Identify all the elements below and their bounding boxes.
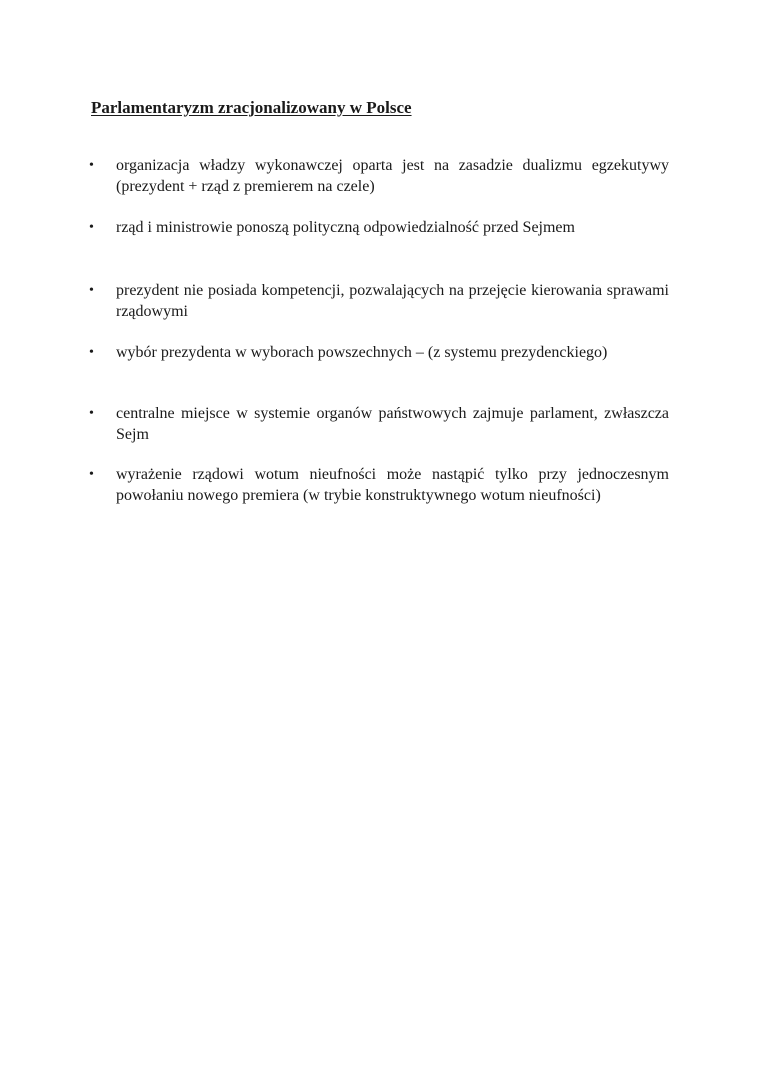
bullet-icon: • [89, 406, 94, 421]
list-item-text: rząd i ministrowie ponoszą polityczną odpowiedzialność przed Sejmem [116, 219, 575, 236]
list-item-text: wyrażenie rządowi wotum nieufności może nastąpić tylko przy jednoczesnym powołaniu nowego premiera (w trybie konstruktywnego wotum nieufności) [116, 466, 669, 504]
page-title: Parlamentaryzm zracjonalizowany w Polsce [91, 98, 412, 117]
list-item-text: centralne miejsce w systemie organów państwowych zajmuje parlament, zwłaszcza Sejm [116, 405, 669, 443]
bullet-icon: • [89, 158, 94, 173]
list-item-text: organizacja władzy wykonawczej oparta jest na zasadzie dualizmu egzekutywy (prezydent + rząd z premierem na czele) [116, 157, 669, 195]
bullet-icon: • [89, 283, 94, 298]
bullet-icon: • [89, 467, 94, 482]
bullet-icon: • [89, 220, 94, 235]
list-item-text: prezydent nie posiada kompetencji, pozwalających na przejęcie kierowania sprawami rządowymi [116, 282, 669, 320]
list-item-text: wybór prezydenta w wyborach powszechnych – (z systemu prezydenckiego) [116, 344, 608, 361]
bullet-icon: • [89, 345, 94, 360]
